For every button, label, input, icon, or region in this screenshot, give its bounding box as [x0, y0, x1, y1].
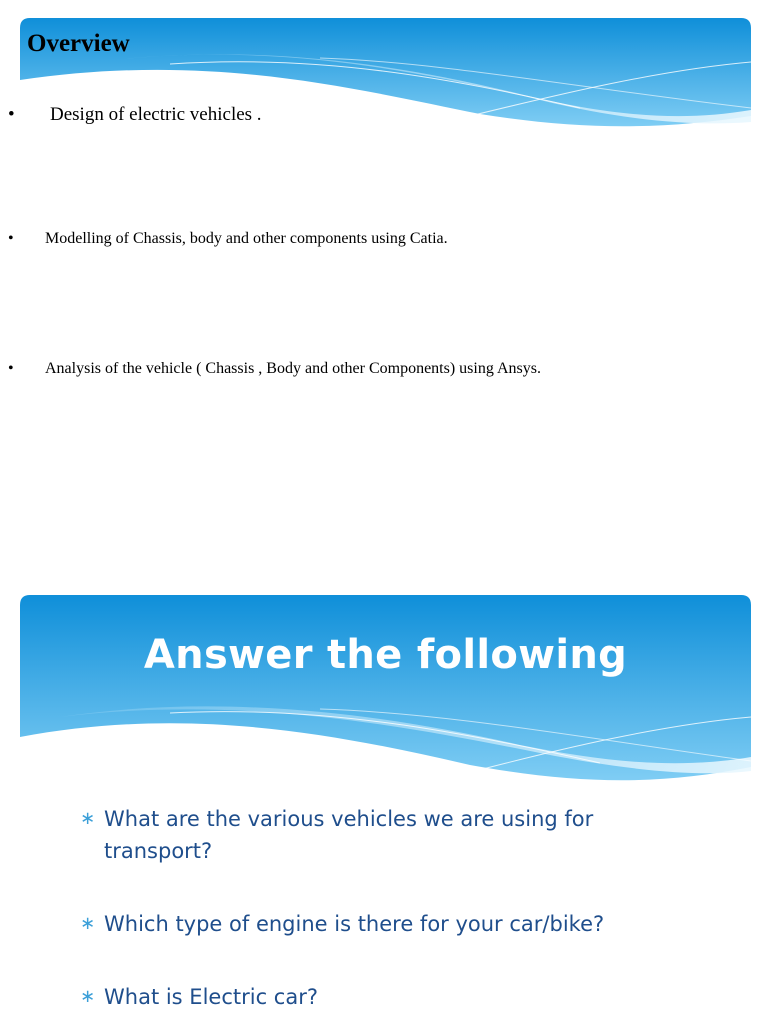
list-item-text: Design of electric vehicles .: [50, 104, 262, 125]
list-item: [80, 803, 700, 867]
questions-slide: [0, 580, 768, 1024]
slide-title: Answer the following: [143, 632, 628, 678]
list-item-text: What is Electric car?: [104, 985, 318, 1009]
list-item-text: Analysis of the vehicle ( Chassis , Body and other Components) using Ansys.: [45, 360, 541, 377]
list-item: [80, 981, 700, 1013]
list-item: [80, 908, 700, 940]
bullet-icon: •: [8, 360, 14, 377]
list-item-text: What are the various vehicles we are using for transport?: [104, 807, 594, 863]
asterisk-bullet-icon: ∗: [80, 986, 96, 1007]
header-wave-banner: [20, 595, 751, 790]
bullet-icon: •: [8, 104, 15, 125]
list-item-text: Which type of engine is there for your car/bike?: [104, 912, 605, 936]
bullet-icon: •: [8, 230, 14, 247]
slide-title: Overview: [27, 30, 130, 57]
wave-graphic: [20, 595, 751, 790]
asterisk-bullet-icon: ∗: [80, 913, 96, 934]
asterisk-bullet-icon: ∗: [80, 808, 96, 829]
list-item-text: Modelling of Chassis, body and other components using Catia.: [45, 230, 448, 247]
